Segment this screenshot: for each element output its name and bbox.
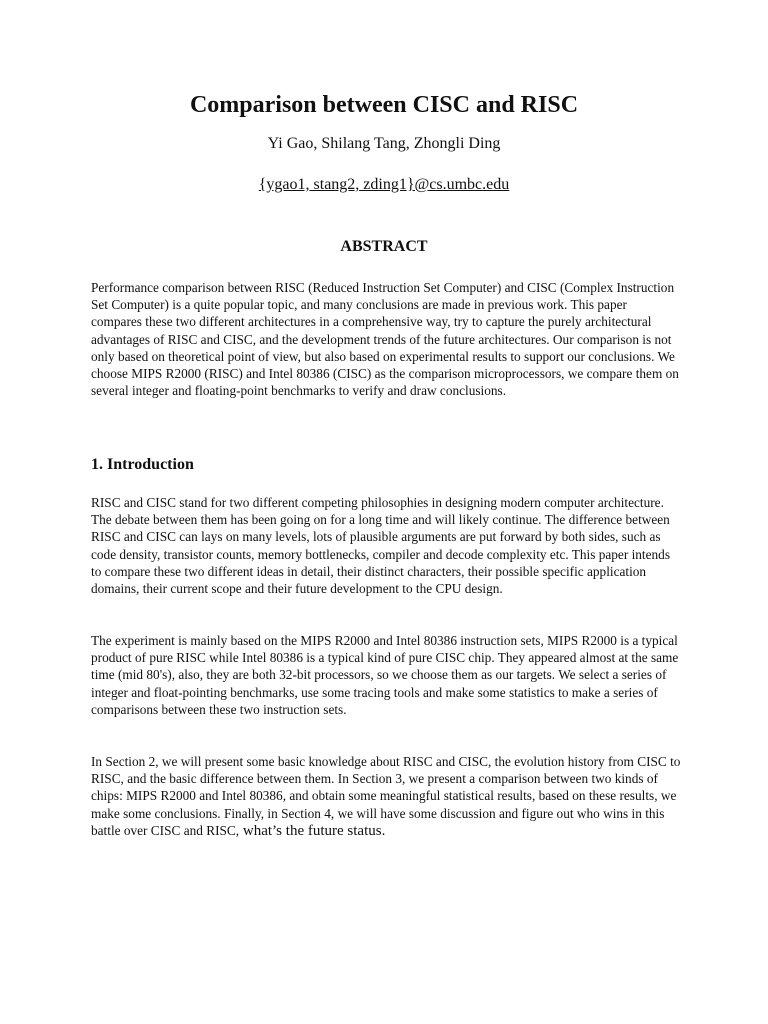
- paper-authors: Yi Gao, Shilang Tang, Zhongli Ding: [267, 135, 501, 152]
- abstract-text: Performance comparison between RISC (Reduced Instruction Set Computer) and CISC (Complex Instruction Set Computer) is a quite popular topic, and many conclusions are made in previous work. This paper compares these two different architectures in a comprehensive way, try to capture the purely architectural advantages of RISC and CISC, and the development trends of the future architectures. Our comparison is not only based on theoretical point of view, but also based on experimental results to support our conclusions. We choose MIPS R2000 (RISC) and Intel 80386 (CISC) as the comparison microprocessors, we compare them on several integer and floating-point benchmarks to verify and draw conclusions.: [91, 280, 679, 399]
- abstract-heading: ABSTRACT: [340, 238, 428, 255]
- intro-paragraph-3: [91, 753, 681, 840]
- intro-paragraph-3-main: In Section 2, we will present some basic knowledge about RISC and CISC, the evolution history from CISC to RISC, and the basic difference between them. In Section 3, we present a comparison between two kinds of chips: MIPS R2000 and Intel 80386, and obtain some meaningful statistical results, based on these results, we make some conclusions. Finally, in Section 4, we will have some discussion and figure out who wins in this battle over CISC and RISC,: [91, 754, 681, 838]
- paper-title: Comparison between CISC and RISC: [189, 92, 579, 118]
- email-link[interactable]: {ygao1, stang2, zding1}@cs.umbc.edu: [258, 176, 510, 193]
- intro-paragraph-3-tail: what’s the future status.: [239, 822, 386, 839]
- intro-paragraph-2: The experiment is mainly based on the MIPS R2000 and Intel 80386 instruction sets, MIPS R2000 is a typical product of pure RISC while Intel 80386 is a typical kind of pure CISC chip. They appeared almost at the same time (mid 80's), also, they are both 32-bit processors, so we choose them as our targets. We select a series of integer and float-pointing benchmarks, use some tracing tools and make some statistics to make a series of comparisons between these two instruction sets.: [91, 633, 679, 717]
- introduction-heading: 1. Introduction: [91, 456, 194, 473]
- author-emails: [0, 175, 768, 195]
- intro-paragraph-1: RISC and CISC stand for two different competing philosophies in designing modern computer architecture. The debate between them has been going on for a long time and will likely continue. The difference between RISC and CISC can lays on many levels, lots of plausible arguments are put forward by both sides, such as code density, transistor counts, memory bottlenecks, compiler and decode complexity etc. This paper intends to compare these two different ideas in detail, their distinct characters, their possible specific application domains, their current scope and their future development to the CPU design.: [91, 495, 670, 597]
